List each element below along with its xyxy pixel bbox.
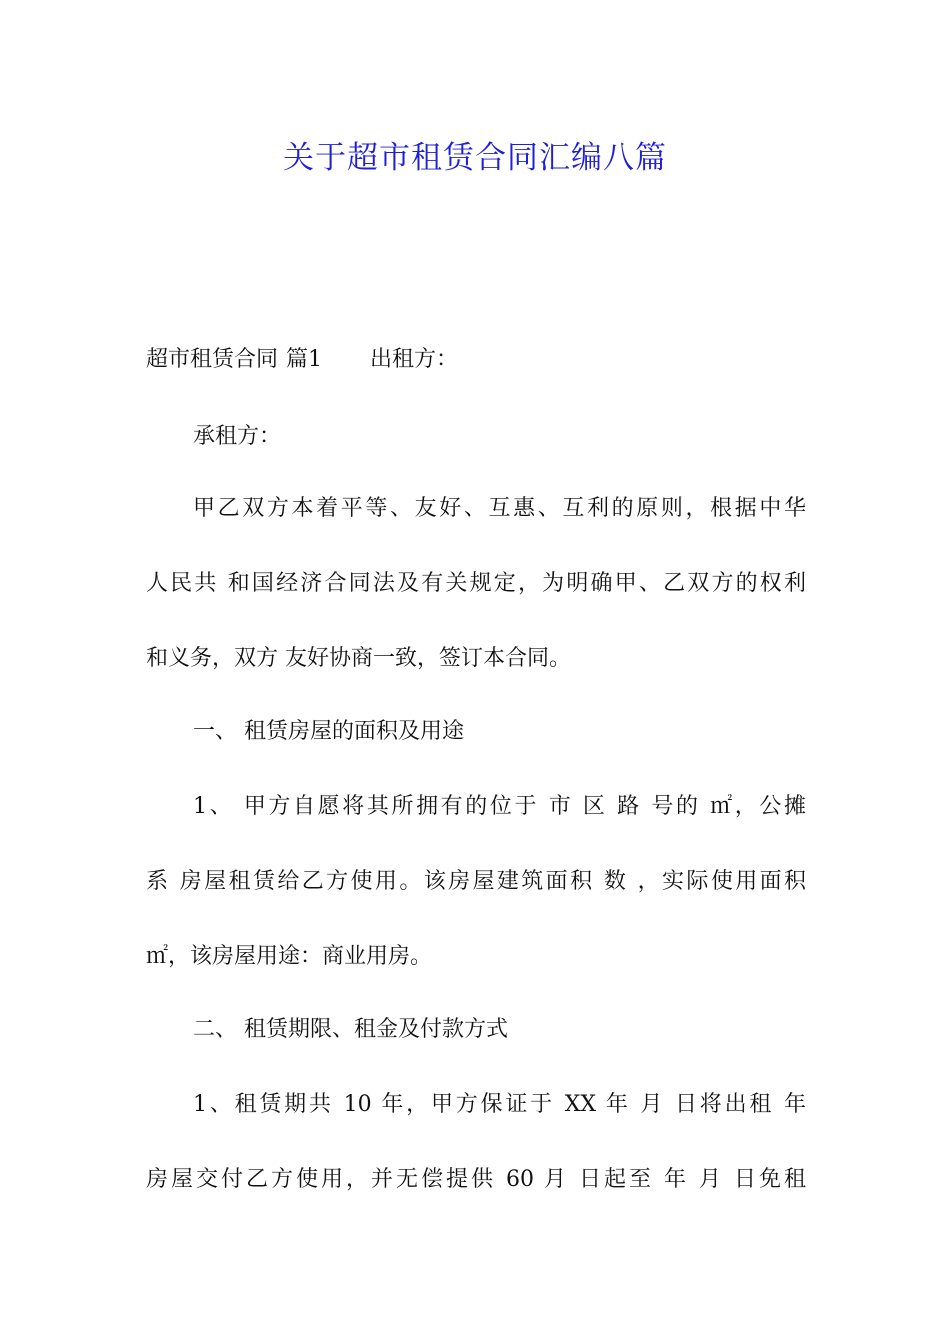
paragraph-line: 1、 甲方自愿将其所拥有的位于 市 区 路 号的 ㎡，公摊 <box>193 794 806 819</box>
paragraph-line: 承租方： <box>193 424 282 449</box>
paragraph-line: 房屋交付乙方使用，并无偿提供 60 月 日起至 年 月 日免租 <box>146 1167 806 1192</box>
paragraph-line: 人民共 和国经济合同法及有关规定，为明确甲、乙双方的权利 <box>146 571 806 596</box>
paragraph-line: 1、租赁期共 10 年，甲方保证于 XX 年 月 日将出租 年 <box>193 1092 806 1117</box>
paragraph-line: ㎡，该房屋用途：商业用房。 <box>146 944 433 969</box>
heading-lessor-label: 出租方： <box>370 347 459 372</box>
heading-contract-name: 超市租赁合同 <box>146 347 279 372</box>
paragraph-line: 和义务，双方 友好协商一致，签订本合同。 <box>146 646 571 671</box>
clause-heading: 一、 租赁房屋的面积及用途 <box>193 719 464 744</box>
paragraph-line: 甲乙双方本着平等、友好、互惠、互利的原则，根据中华 <box>193 496 806 521</box>
paragraph-line: 系 房屋租赁给乙方使用。该房屋建筑面积 数 ，实际使用面积 <box>146 869 806 894</box>
section-heading <box>146 345 806 375</box>
clause-heading: 二、 租赁期限、租金及付款方式 <box>193 1017 508 1042</box>
document-title: 关于超市租赁合同汇编八篇 <box>283 140 667 176</box>
heading-part-number: 篇1 <box>286 347 323 372</box>
